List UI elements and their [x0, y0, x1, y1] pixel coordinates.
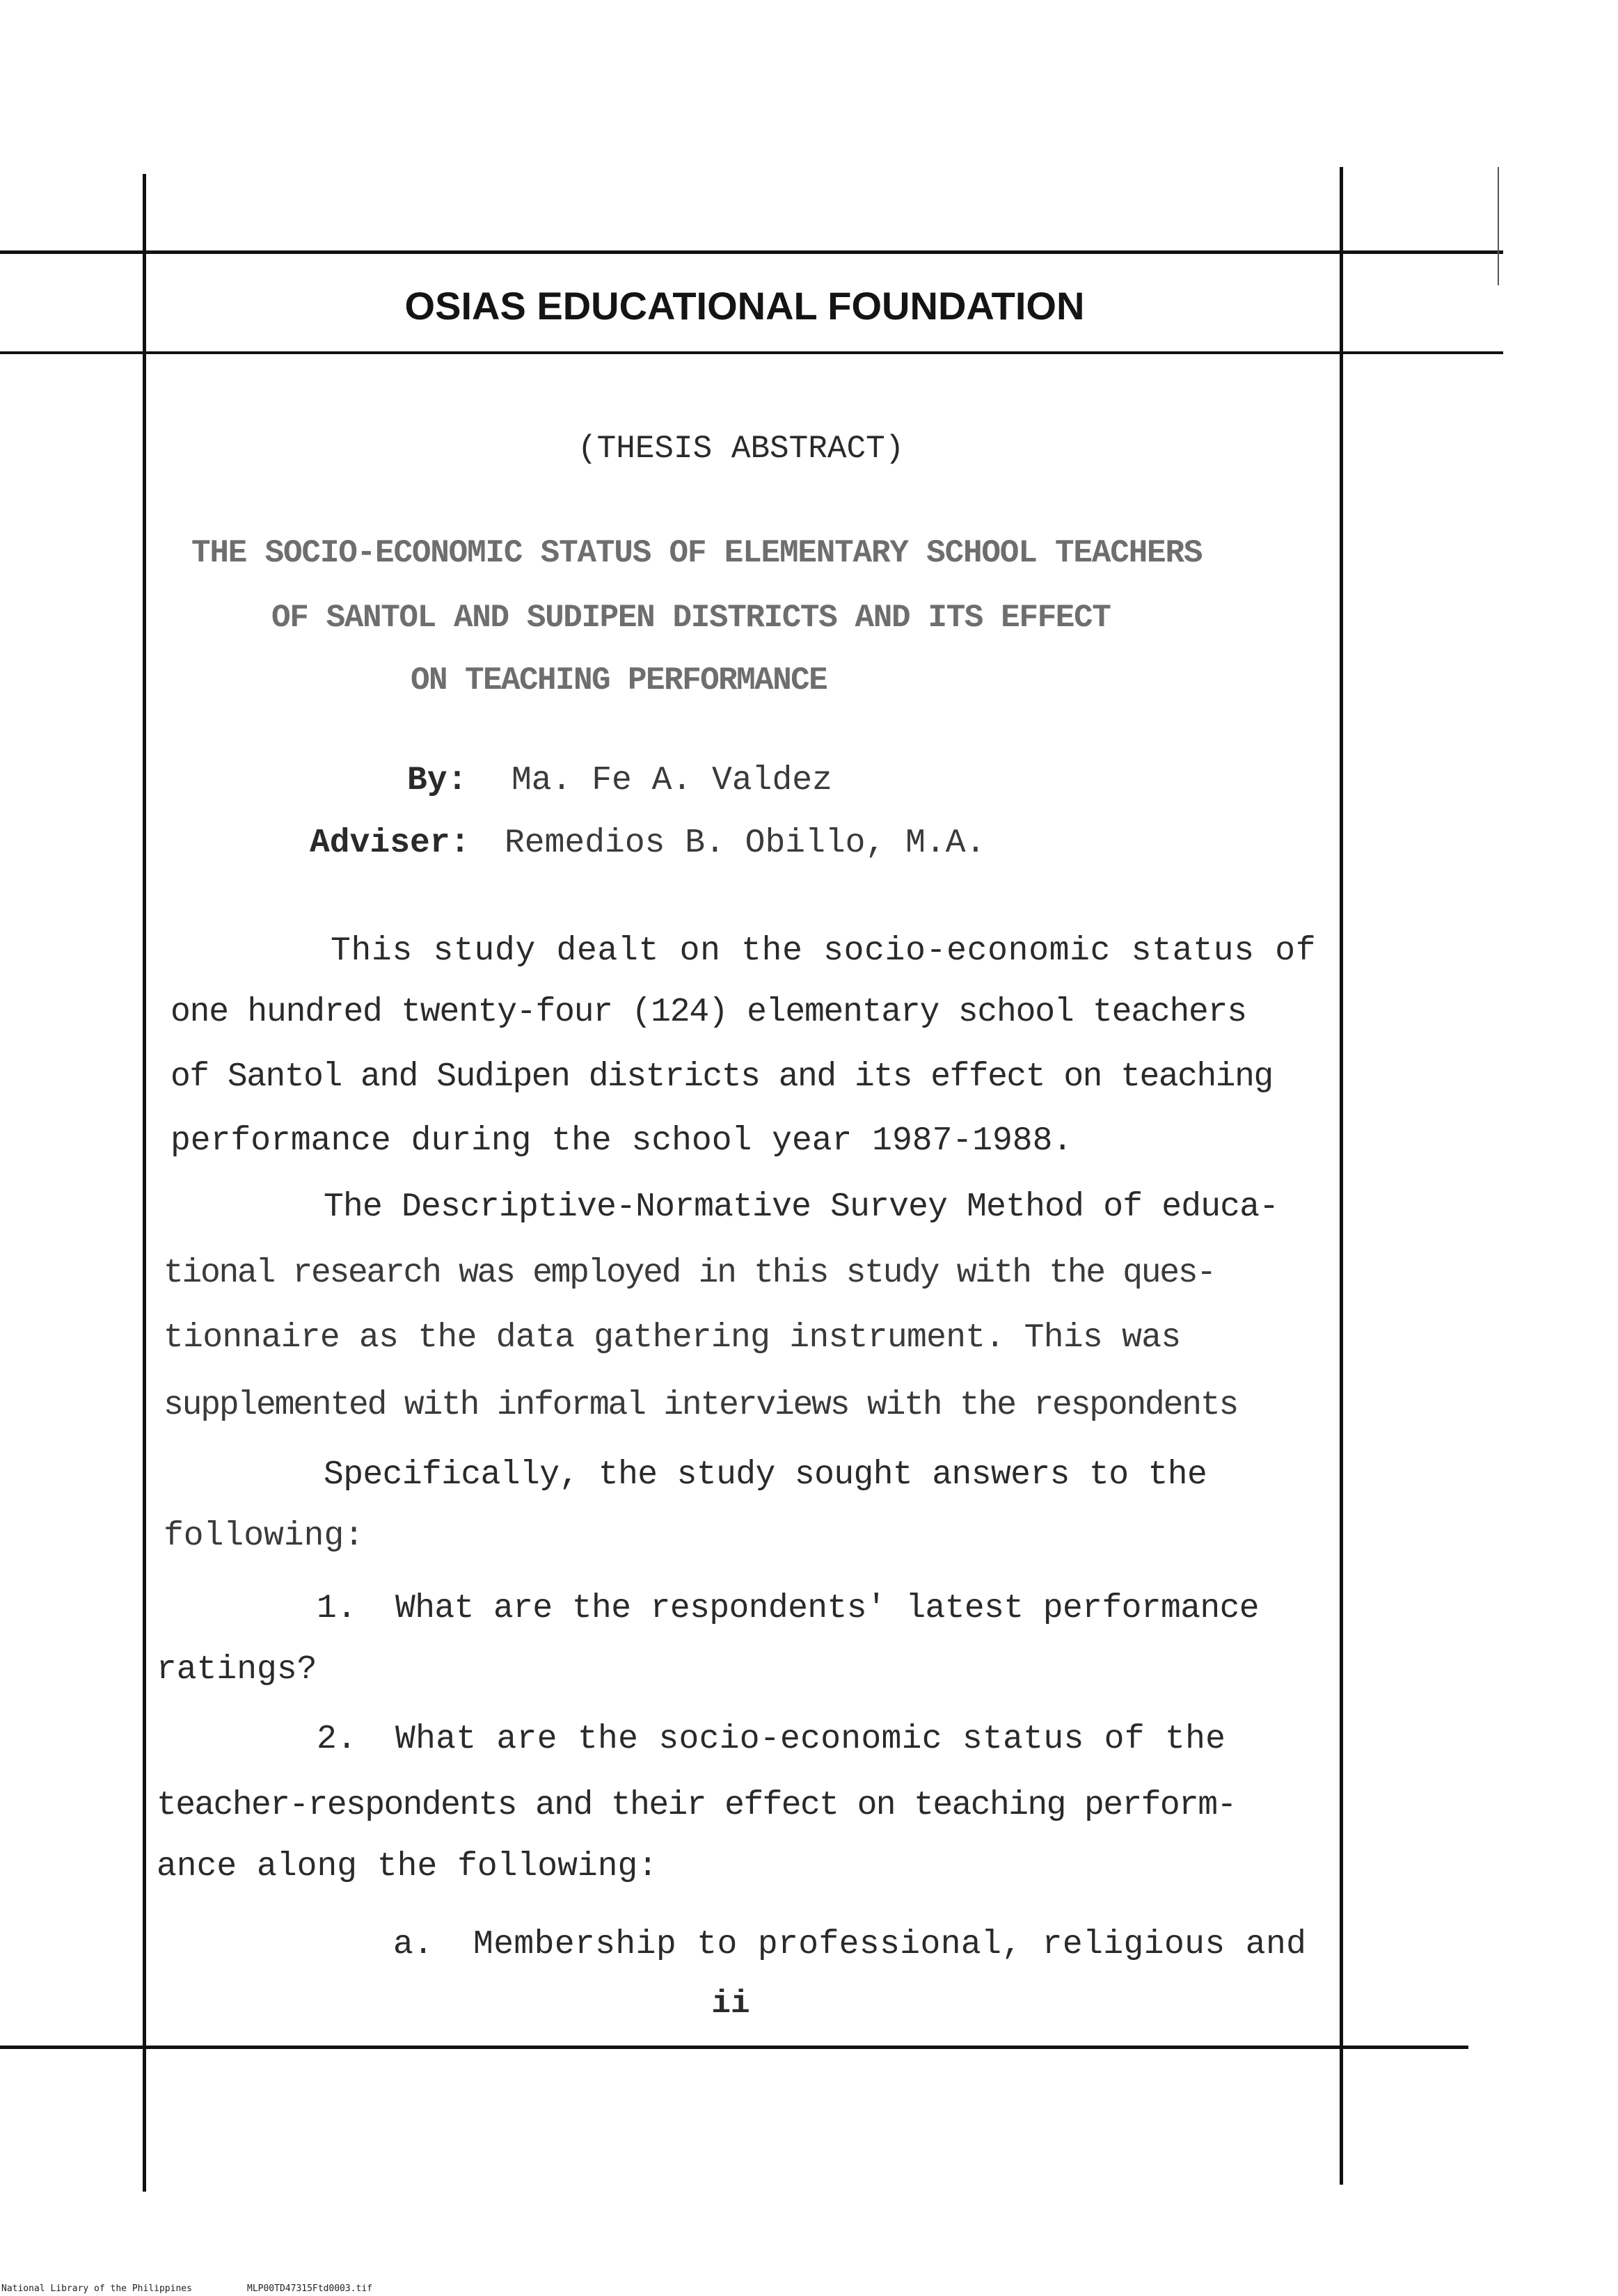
- question2-line-3: ance along the following:: [157, 1848, 658, 1886]
- header-bottom-rule: [0, 351, 1503, 354]
- question2-number: 2.: [317, 1721, 357, 1758]
- paragraph3-line-2: following:: [164, 1517, 365, 1555]
- paragraph2-line-1: The Descriptive-Normative Survey Method of educa-: [324, 1188, 1279, 1226]
- paragraph1-line-2: one hundred twenty-four (124) elementary school teachers: [170, 994, 1246, 1031]
- item-a-letter: a.: [393, 1926, 434, 1963]
- paragraph2-line-2: tional research was employed in this study with the ques-: [164, 1254, 1215, 1292]
- adviser-label: Adviser:: [310, 824, 470, 862]
- paragraph3-line-1: Specifically, the study sought answers to the: [324, 1456, 1207, 1494]
- thesis-title-line-1: THE SOCIO-ECONOMIC STATUS OF ELEMENTARY SCHOOL TEACHERS: [191, 535, 1203, 571]
- item-a-line-1: Membership to professional, religious and: [473, 1926, 1307, 1963]
- adviser-name: Remedios B. Obillo, M.A.: [505, 824, 986, 862]
- question2-line-1: What are the socio-economic status of the: [395, 1721, 1226, 1758]
- left-border-line: [143, 174, 146, 2192]
- paragraph1-line-4: performance during the school year 1987-1988.: [170, 1122, 1073, 1160]
- footer-filename: MLP00TD47315Ftd0003.tif: [247, 2283, 373, 2294]
- paragraph2-line-3: tionnaire as the data gathering instrument. This was: [164, 1319, 1181, 1357]
- question1-line-1: What are the respondents' latest performance: [395, 1590, 1260, 1627]
- footer-library: National Library of the Philippines: [1, 2283, 192, 2294]
- by-label: By:: [407, 762, 468, 799]
- thesis-title-line-2: OF SANTOL AND SUDIPEN DISTRICTS AND ITS EFFECT: [271, 600, 1111, 636]
- right-edge-mark: [1498, 167, 1499, 285]
- paragraph2-line-4: supplemented with informal interviews with the respondents: [164, 1387, 1238, 1424]
- paragraph1-line-1: This study dealt on the socio-economic status of: [331, 932, 1317, 970]
- author-name: Ma. Fe A. Valdez: [511, 762, 832, 799]
- thesis-title-line-3: ON TEACHING PERFORMANCE: [411, 662, 827, 699]
- question1-line-2: ratings?: [157, 1651, 317, 1689]
- abstract-label: (THESIS ABSTRACT): [578, 431, 905, 467]
- bottom-rule: [0, 2046, 1468, 2049]
- question2-line-2: teacher-respondents and their effect on teaching perform-: [157, 1787, 1236, 1824]
- top-rule: [0, 250, 1503, 254]
- right-border-line: [1340, 167, 1343, 2185]
- foundation-name: OSIAS EDUCATIONAL FOUNDATION: [404, 284, 1085, 328]
- page-number: ii: [711, 1986, 750, 2022]
- paragraph1-line-3: of Santol and Sudipen districts and its effect on teaching: [170, 1058, 1273, 1096]
- question1-number: 1.: [317, 1590, 357, 1627]
